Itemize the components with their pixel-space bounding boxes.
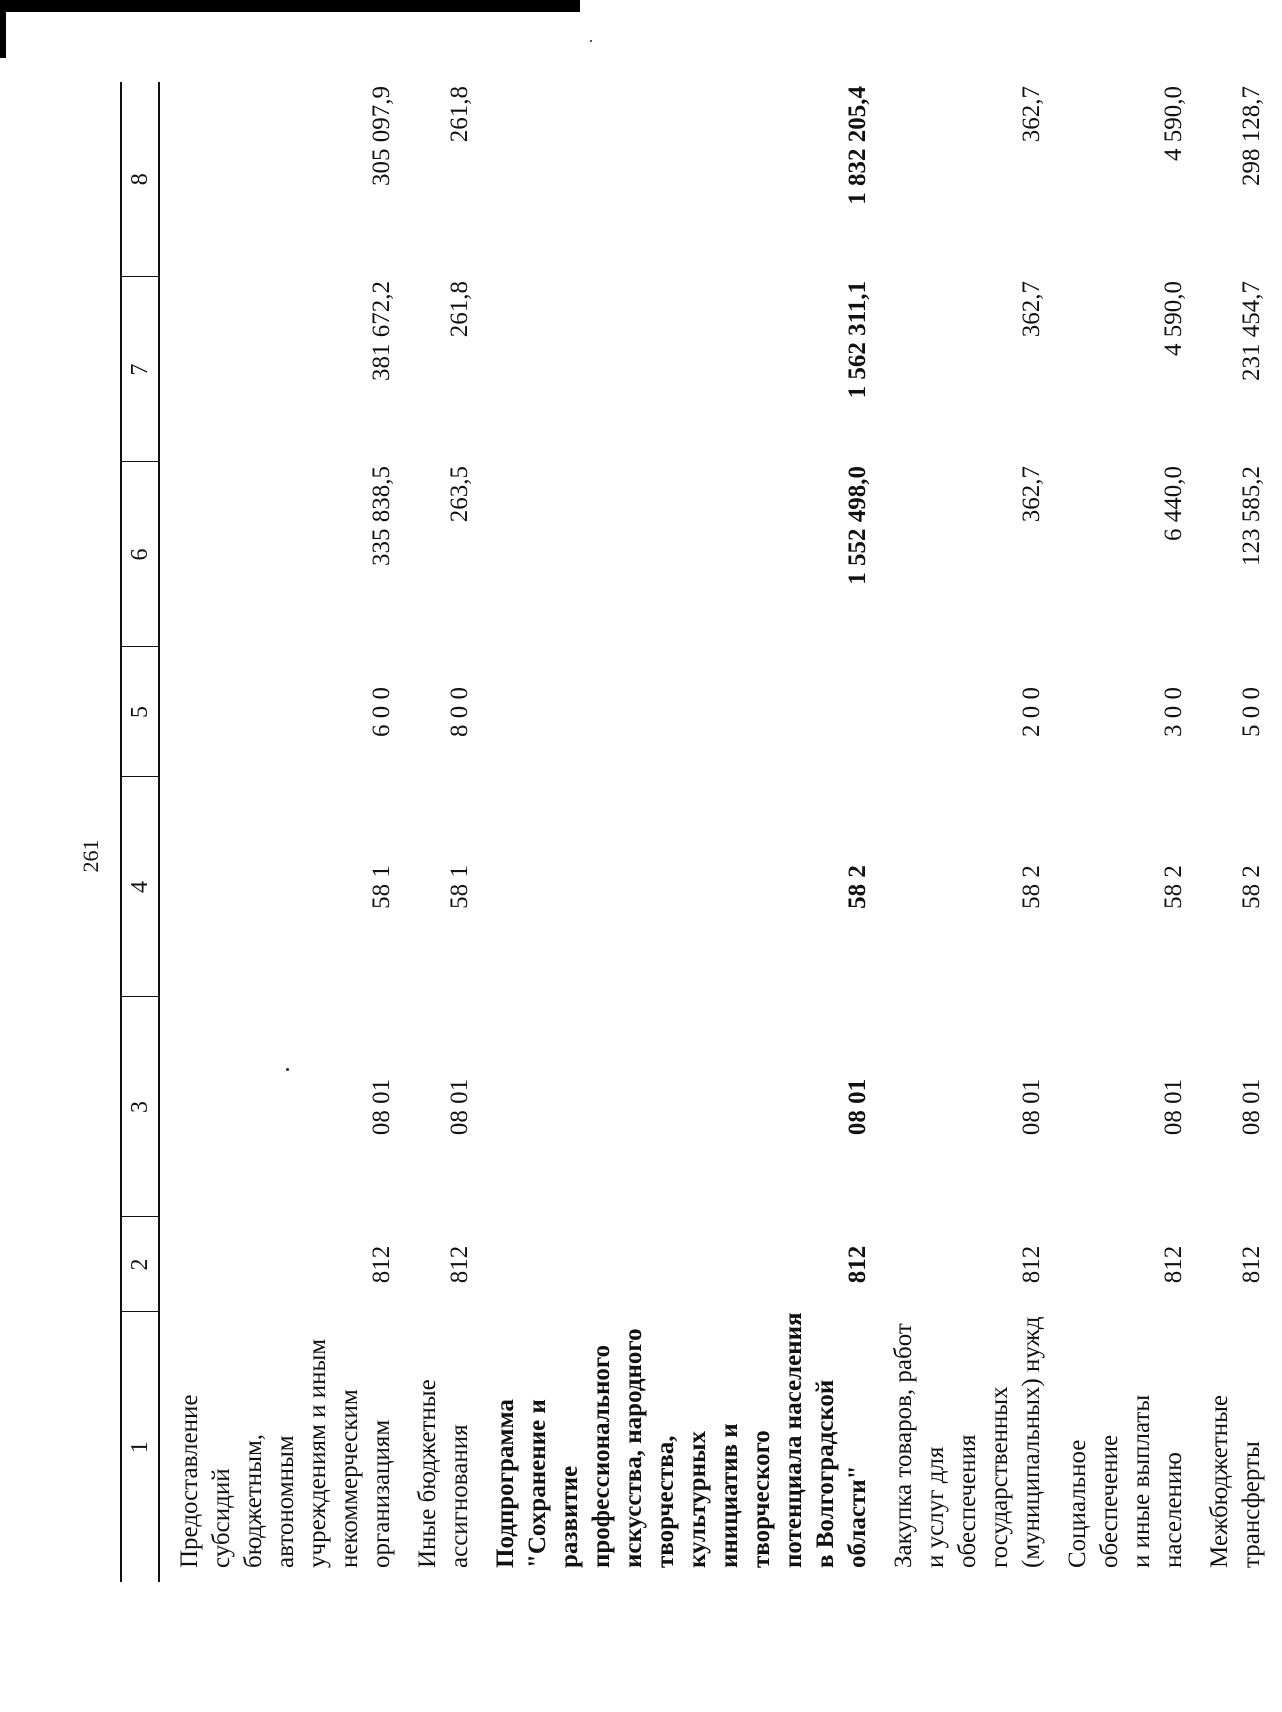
row-name-line: "Сохранение и развитие xyxy=(524,1399,583,1568)
row-name-line: творчества, культурных xyxy=(652,1431,711,1568)
section-code-cell: 08 01 xyxy=(446,1078,473,1136)
amount-cell: 362,7 xyxy=(1018,281,1045,338)
column-header: 2 xyxy=(121,1217,159,1312)
target-code-cell: 58 2 xyxy=(844,865,871,909)
amount-cell: 4 590,0 xyxy=(1160,281,1187,356)
ministry-code-cell: 812 xyxy=(446,1245,473,1284)
table-row xyxy=(412,82,490,1582)
row-name xyxy=(1062,1312,1204,1582)
section-code-cell: 08 01 xyxy=(1238,1078,1265,1136)
row-name-line: инициатив и творческого xyxy=(716,1423,775,1568)
table-row xyxy=(1062,82,1204,1582)
column-header: 6 xyxy=(121,462,159,647)
section-code-cell: 08 01 xyxy=(844,1078,871,1136)
row-name-line: государственных xyxy=(986,1386,1013,1568)
expense-type-cell: 2 0 0 xyxy=(1018,687,1045,737)
section-code-cell: 08 01 xyxy=(1160,1078,1187,1136)
column-header: 1 xyxy=(121,1312,159,1582)
row-name xyxy=(490,1312,888,1582)
expense-type-cell: 5 0 0 xyxy=(1238,687,1265,737)
ministry-code-cell: 812 xyxy=(1238,1245,1265,1284)
row-name-line: Социальное обеспечение xyxy=(1064,1434,1123,1568)
section-code-cell: 08 01 xyxy=(1018,1078,1045,1136)
expense-type-cell: 6 0 0 xyxy=(368,687,395,737)
row-name-line: (муниципальных) нужд xyxy=(1018,1316,1045,1568)
row-name-line: некоммерческим xyxy=(336,1389,363,1568)
amount-cell: 4 590,0 xyxy=(1160,86,1187,161)
column-header: 7 xyxy=(121,277,159,462)
amount-cell: 298 128,7 xyxy=(1238,86,1265,186)
target-code-cell: 58 2 xyxy=(1018,865,1045,909)
row-name-line: организациям xyxy=(368,1419,395,1568)
table-row xyxy=(490,82,888,1582)
expense-type-cell xyxy=(490,647,888,777)
amount-cell: 263,5 xyxy=(446,466,473,523)
column-header: 5 xyxy=(121,647,159,777)
row-name-line: Предоставление субсидий xyxy=(176,1394,235,1568)
page-number: 261 xyxy=(78,839,103,873)
amount-cell: 1 832 205,4 xyxy=(844,86,871,205)
target-code-cell: 58 1 xyxy=(446,865,473,909)
row-name-line: Иные бюджетные xyxy=(414,1379,441,1568)
amount-cell: 1 552 498,0 xyxy=(844,466,871,585)
row-name-line: и услуг для обеспечения xyxy=(922,1434,981,1568)
section-code-cell: 08 01 xyxy=(368,1078,395,1136)
row-name xyxy=(412,1312,490,1582)
amount-cell: 1 562 311,1 xyxy=(844,281,871,399)
amount-cell: 335 838,5 xyxy=(368,466,395,566)
amount-cell: 231 454,7 xyxy=(1238,281,1265,381)
row-name xyxy=(888,1312,1062,1582)
row-name-line: потенциала населения xyxy=(780,1312,807,1568)
budget-table xyxy=(120,82,1282,1582)
column-number-header-row xyxy=(121,82,159,1582)
row-name-line: Межбюджетные трансферты xyxy=(1206,1394,1265,1568)
row-name-line: бюджетным, автономным xyxy=(240,1433,299,1568)
row-name xyxy=(1204,1312,1282,1582)
row-name-line: учреждениям и иным xyxy=(304,1338,331,1568)
target-code-cell: 58 2 xyxy=(1238,865,1265,909)
column-header: 4 xyxy=(121,777,159,997)
column-header: 3 xyxy=(121,997,159,1217)
row-name-line: в Волгоградской области" xyxy=(812,1379,871,1568)
amount-cell: 6 440,0 xyxy=(1160,466,1187,541)
table-row xyxy=(888,82,1062,1582)
row-name-line: Закупка товаров, работ xyxy=(890,1323,917,1568)
amount-cell: 362,7 xyxy=(1018,86,1045,143)
amount-cell: 123 585,2 xyxy=(1238,466,1265,566)
amount-cell: 261,8 xyxy=(446,86,473,143)
amount-cell: 305 097,9 xyxy=(368,86,395,186)
target-code-cell: 58 2 xyxy=(1160,865,1187,909)
ministry-code-cell: 812 xyxy=(1018,1245,1045,1284)
expense-type-cell: 8 0 0 xyxy=(446,687,473,737)
ministry-code-cell: 812 xyxy=(844,1245,871,1284)
row-name-line: искусства, народного xyxy=(620,1328,647,1568)
row-name xyxy=(159,1312,412,1582)
amount-cell: 261,8 xyxy=(446,281,473,338)
target-code-cell: 58 1 xyxy=(368,865,395,909)
expense-type-cell: 3 0 0 xyxy=(1160,687,1187,737)
amount-cell: 362,7 xyxy=(1018,466,1045,523)
row-name-line: профессионального xyxy=(588,1344,615,1568)
ministry-code-cell: 812 xyxy=(1160,1245,1187,1284)
table-row xyxy=(1204,82,1282,1582)
ministry-code-cell: 812 xyxy=(368,1245,395,1284)
table-row xyxy=(159,82,412,1582)
row-name-line: ассигнования xyxy=(446,1424,473,1568)
row-name-line: Подпрограмма xyxy=(492,1399,519,1568)
amount-cell: 381 672,2 xyxy=(368,281,395,381)
column-header: 8 xyxy=(121,82,159,277)
row-name-line: и иные выплаты населению xyxy=(1128,1394,1187,1568)
